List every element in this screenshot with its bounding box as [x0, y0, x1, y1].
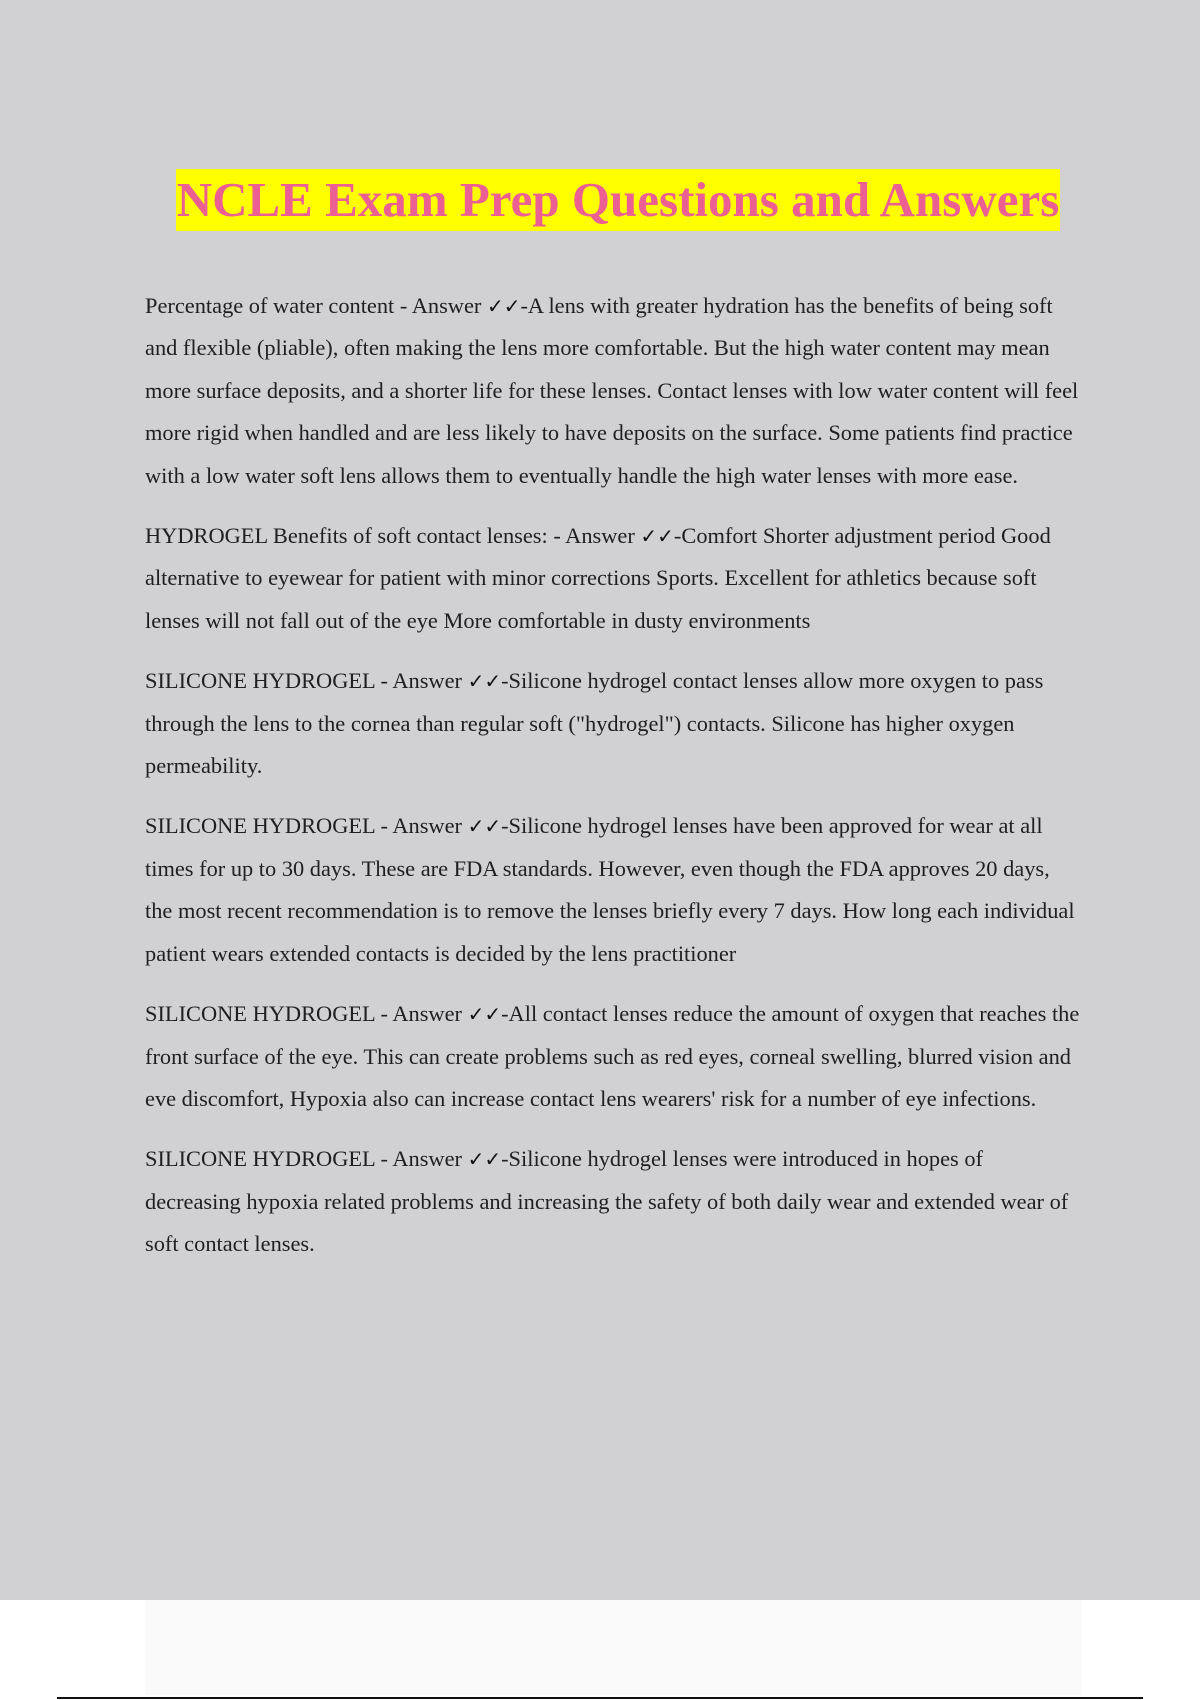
qa-term: SILICONE HYDROGEL - — [145, 1146, 393, 1172]
qa-list — [145, 285, 1082, 1284]
double-check-icon: ✓✓ — [640, 524, 674, 549]
qa-term: Percentage of water content - — [145, 293, 412, 318]
double-check-icon: ✓✓ — [467, 814, 502, 839]
answer-label: Answer — [392, 1146, 468, 1172]
footer-shade — [145, 1600, 1082, 1695]
answer-label: Answer — [392, 813, 468, 839]
qa-term: SILICONE HYDROGEL - — [145, 1001, 393, 1027]
qa-term: HYDROGEL Benefits of soft contact lenses: - — [145, 523, 566, 549]
answer-label: Answer — [392, 668, 468, 694]
qa-term: SILICONE HYDROGEL - — [145, 668, 393, 694]
qa-entry — [145, 285, 1082, 497]
qa-entry — [145, 993, 1082, 1120]
qa-entry — [145, 515, 1082, 642]
qa-answer: -Comfort Shorter adjustment period Good alternative to eyewear for patient with minor corrections Sports. Excellent for athletics because soft lenses will not fall out of the eye More comfortable in dusty environments — [145, 523, 1051, 633]
qa-answer: -Silicone hydrogel contact lenses allow more oxygen to pass through the lens to the cornea than regular soft ("hydrogel") contacts. Silicone has higher oxygen permeability. — [145, 668, 1044, 779]
qa-entry — [145, 660, 1082, 787]
title-container — [0, 169, 1200, 231]
qa-answer: -All contact lenses reduce the amount of oxygen that reaches the front surface of the eye. This can create problems such as red eyes, corneal swelling, blurred vision and eve discomfort, Hypoxia also can increase contact lens wearers' risk for a number of eye infections. — [145, 1001, 1080, 1111]
qa-entry — [145, 1138, 1082, 1265]
qa-answer: -A lens with greater hydration has the benefits of being soft and flexible (pliable), often making the lens more comfortable. But the high water content may mean more surface deposits, and a shorter life for these lenses. Contact lenses with low water content will feel more rigid when handled and are less likely to have deposits on the surface. Some patients find practice with a low water soft lens allows them to eventually handle the high water lenses with more ease. — [145, 293, 1079, 488]
double-check-icon: ✓✓ — [486, 294, 521, 318]
answer-label: Answer — [392, 1001, 468, 1027]
qa-answer: -Silicone hydrogel lenses have been approved for wear at all times for up to 30 days. These are FDA standards. However, even though the FDA approves 20 days, the most recent recommendation is to remove the lenses briefly every 7 days. How long each individual patient wears extended contacts is decided by the lens practitioner — [145, 813, 1075, 966]
double-check-icon: ✓✓ — [467, 669, 502, 694]
qa-answer: -Silicone hydrogel lenses were introduced in hopes of decreasing hypoxia related problems and increasing the safety of both daily wear and extended wear of soft contact lenses. — [145, 1146, 1069, 1257]
qa-term: SILICONE HYDROGEL - — [145, 813, 393, 839]
page-footer — [0, 1600, 1200, 1700]
double-check-icon: ✓✓ — [467, 1002, 502, 1027]
answer-label: Answer — [565, 523, 641, 549]
footer-divider — [57, 1697, 1143, 1699]
qa-entry — [145, 805, 1082, 975]
answer-label: Answer — [411, 293, 487, 318]
document-title: NCLE Exam Prep Questions and Answers — [176, 169, 1061, 231]
double-check-icon: ✓✓ — [467, 1147, 502, 1172]
